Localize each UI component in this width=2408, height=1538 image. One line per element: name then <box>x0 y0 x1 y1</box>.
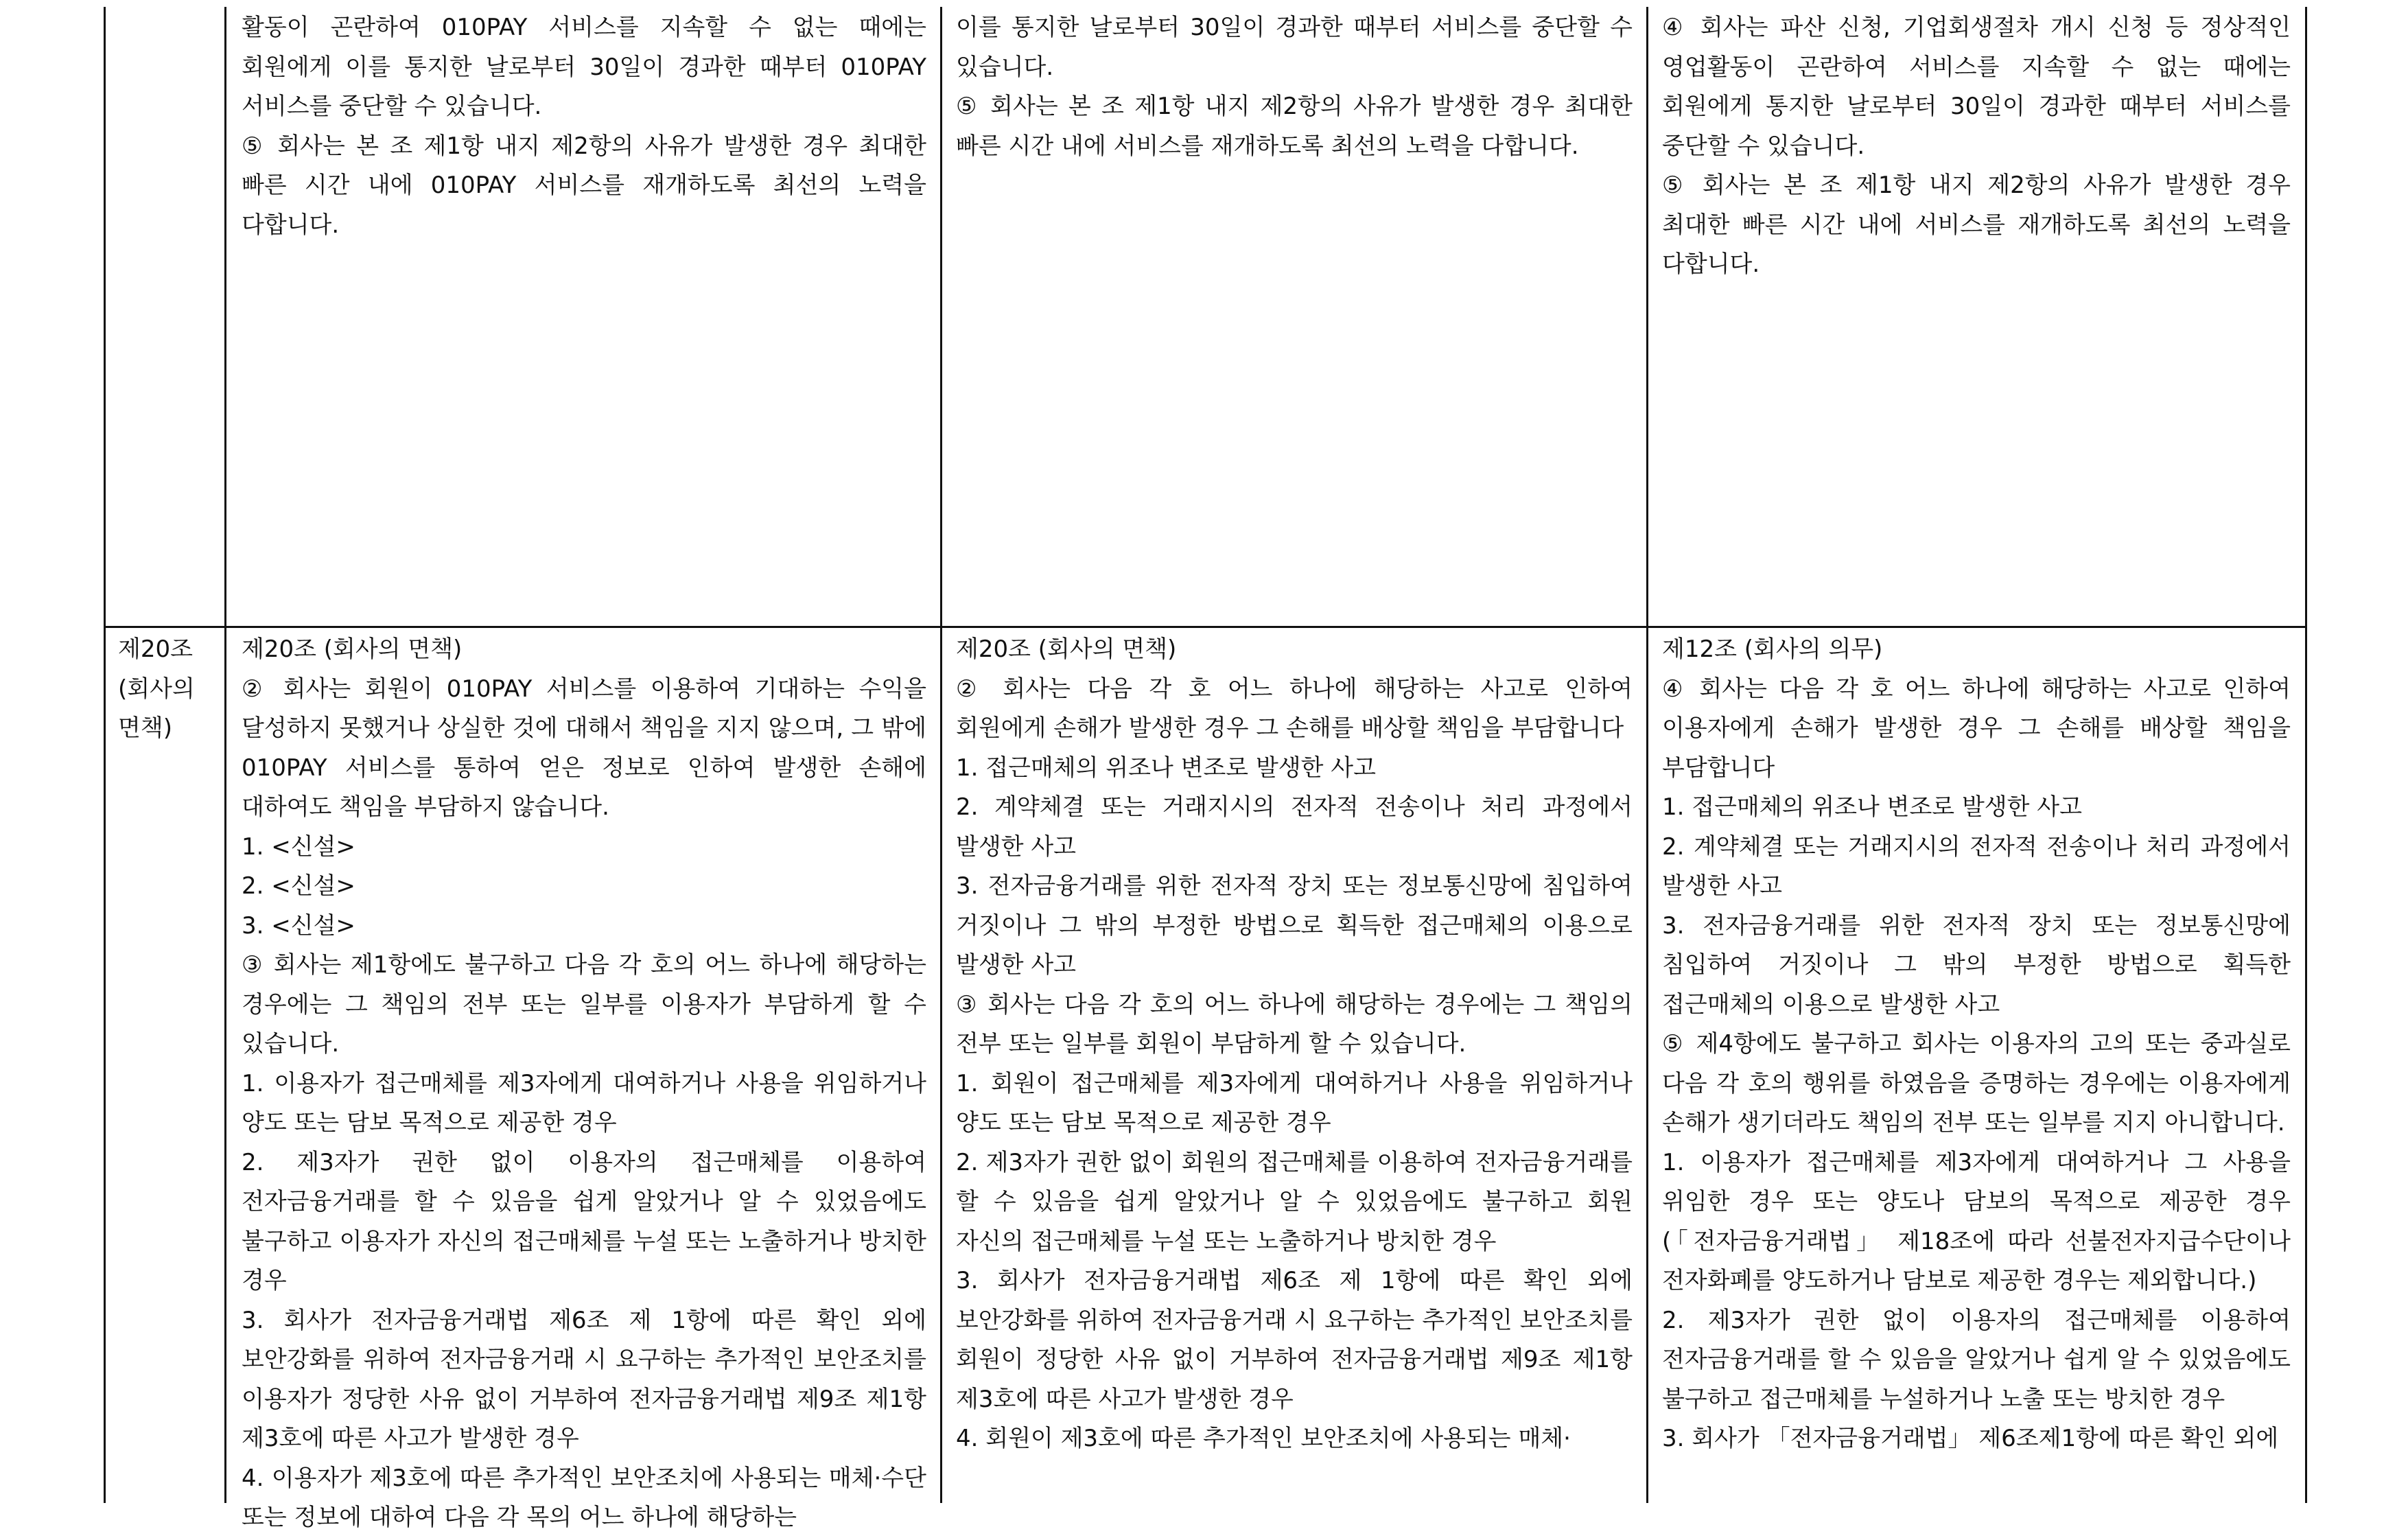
list-item: 4. 이용자가 제3호에 따른 추가적인 보안조치에 사용되는 매체·수단 또는 정보에 대하여 다음 각 목의 어느 하나에 해당하는 <box>242 1464 926 1531</box>
list-item: 1. 접근매체의 위조나 변조로 발생한 사고 <box>1662 793 2082 821</box>
paragraph: 활동이 곤란하여 010PAY 서비스를 지속할 수 없는 때에는 회원에게 이를 통지한 날로부터 30일이 경과한 때부터 010PAY 서비스를 중단할 수 있습니다. <box>242 14 926 120</box>
list-item: 1. 접근매체의 위조나 변조로 발생한 사고 <box>956 754 1376 782</box>
paragraph: ⑤ 회사는 본 조 제1항 내지 제2항의 사유가 발생한 경우 최대한 빠른 시간 내에 서비스를 재개하도록 최선의 노력을 다합니다. <box>1662 172 2291 278</box>
list-item: 1. <신설> <box>242 832 355 861</box>
column-divider-2 <box>940 7 942 1503</box>
row2-reference-terms-cell <box>1662 630 2291 1503</box>
list-item: 4. 회원이 제3호에 따른 추가적인 보안조치에 사용되는 매체· <box>956 1425 1571 1452</box>
row2-revised-terms-cell <box>956 630 1633 1503</box>
article-heading: 제20조 (회사의 면책) <box>242 636 463 663</box>
paragraph: ④ 회사는 다음 각 호 어느 하나에 해당하는 사고로 인하여 이용자에게 손해가 발생한 경우 그 손해를 배상할 책임을 부담합니다 <box>1662 675 2291 782</box>
list-item: 2. 계약체결 또는 거래지시의 전자적 전송이나 처리 과정에서 발생한 사고 <box>1662 832 2291 900</box>
article-heading: 제20조 (회사의 면책) <box>956 636 1177 663</box>
list-item: 3. 회사가 전자금융거래법 제6조 제 1항에 따른 확인 외에 보안강화를 위하여 전자금융거래 시 요구하는 추가적인 보안조치를 이용자가 정당한 사유 없이 거부하여 전자금융거래법 제9조 제1항 제3호에 따른 사고가 발생한 경우 <box>242 1306 926 1452</box>
list-item: 1. 이용자가 접근매체를 제3자에게 대여하거나 사용을 위임하거나 양도 또는 담보 목적으로 제공한 경우 <box>242 1069 926 1137</box>
paragraph: ② 회사는 회원이 010PAY 서비스를 이용하여 기대하는 수익을 달성하지 못했거나 상실한 것에 대해서 책임을 지지 않으며, 그 밖에 010PAY 서비스를 통하여 얻은 정보로 인하여 발생한 손해에 대하여도 책임을 부담하지 않습니다. <box>242 675 926 821</box>
paragraph: ⑤ 제4항에도 불구하고 회사는 이용자의 고의 또는 중과실로 다음 각 호의 행위를 하였음을 증명하는 경우에는 이용자에게 손해가 생기더라도 책임의 전부 또는 일부를 지지 아니합니다. <box>1662 1030 2291 1137</box>
row1-label-cell <box>117 8 216 619</box>
list-item: 2. 계약체결 또는 거래지시의 전자적 전송이나 처리 과정에서 발생한 사고 <box>956 793 1633 861</box>
article-heading: 제12조 (회사의 의무) <box>1662 636 1883 663</box>
row2-current-terms-cell <box>242 630 926 1531</box>
article-label: 면책) <box>118 714 172 742</box>
row-divider <box>104 626 2307 628</box>
article-label: 제20조 <box>118 636 193 663</box>
column-divider-1 <box>224 7 226 1503</box>
list-item: 3. 회사가 「전자금융거래법」 제6조제1항에 따른 확인 외에 <box>1662 1425 2279 1452</box>
paragraph: ⑤ 회사는 본 조 제1항 내지 제2항의 사유가 발생한 경우 최대한 빠른 시간 내에 010PAY 서비스를 재개하도록 최선의 노력을 다합니다. <box>242 132 926 239</box>
paragraph: ③ 회사는 다음 각 호의 어느 하나에 해당하는 경우에는 그 책임의 전부 또는 일부를 회원이 부담하게 할 수 있습니다. <box>956 990 1633 1058</box>
column-divider-3 <box>1646 7 1648 1503</box>
list-item: 2. <신설> <box>242 872 355 900</box>
list-item: 1. 이용자가 접근매체를 제3자에게 대여하거나 그 사용을 위임한 경우 또는 양도나 담보의 목적으로 제공한 경우(「전자금융거래법」 제18조에 따라 선불전자지급수단이나 전자화폐를 양도하거나 담보로 제공한 경우는 제외합니다.) <box>1662 1148 2291 1294</box>
list-item: 1. 회원이 접근매체를 제3자에게 대여하거나 사용을 위임하거나 양도 또는 담보 목적으로 제공한 경우 <box>956 1069 1633 1137</box>
row2-label-cell <box>118 630 221 808</box>
article-label: (회사의 <box>118 675 195 703</box>
list-item: 3. <신설> <box>242 911 355 940</box>
list-item: 3. 전자금융거래를 위한 전자적 장치 또는 정보통신망에 침입하여 거짓이나 그 밖의 부정한 방법으로 획득한 접근매체의 이용으로 발생한 사고 <box>956 872 1633 979</box>
list-item: 2. 제3자가 권한 없이 이용자의 접근매체를 이용하여 전자금융거래를 할 수 있음을 알았거나 쉽게 알 수 있었음에도 불구하고 접근매체를 누설하거나 노출 또는 방치한 경우 <box>1662 1306 2291 1413</box>
list-item: 3. 전자금융거래를 위한 전자적 장치 또는 정보통신망에 침입하여 거짓이나 그 밖의 부정한 방법으로 획득한 접근매체의 이용으로 발생한 사고 <box>1662 911 2291 1018</box>
table-border-right <box>2305 7 2307 1503</box>
list-item: 3. 회사가 전자금융거래법 제6조 제 1항에 따른 확인 외에 보안강화를 위하여 전자금융거래 시 요구하는 추가적인 보안조치를 회원이 정당한 사유 없이 거부하여 전자금융거래법 제9조 제1항 제3호에 따른 사고가 발생한 경우 <box>956 1267 1633 1413</box>
list-item: 2. 제3자가 권한 없이 회원의 접근매체를 이용하여 전자금융거래를 할 수 있음을 쉽게 알았거나 알 수 있었음에도 불구하고 회원 자신의 접근매체를 누설 또는 노출하거나 방치한 경우 <box>956 1148 1633 1255</box>
row1-revised-terms-cell <box>956 8 1633 619</box>
paragraph: ② 회사는 다음 각 호 어느 하나에 해당하는 사고로 인하여 회원에게 손해가 발생한 경우 그 손해를 배상할 책임을 부담합니다 <box>956 675 1633 742</box>
row1-reference-terms-cell <box>1662 8 2291 619</box>
table-border-left <box>104 7 106 1503</box>
paragraph: ④ 회사는 파산 신청, 기업회생절차 개시 신청 등 정상적인 영업활동이 곤란하여 서비스를 지속할 수 없는 때에는 회원에게 통지한 날로부터 30일이 경과한 때부터 서비스를 중단할 수 있습니다. <box>1662 14 2291 160</box>
row1-current-terms-cell <box>242 8 926 619</box>
paragraph: ⑤ 회사는 본 조 제1항 내지 제2항의 사유가 발생한 경우 최대한 빠른 시간 내에 서비스를 재개하도록 최선의 노력을 다합니다. <box>956 93 1633 160</box>
paragraph: ③ 회사는 제1항에도 불구하고 다음 각 호의 어느 하나에 해당하는 경우에는 그 책임의 전부 또는 일부를 이용자가 부담하게 할 수 있습니다. <box>242 951 926 1058</box>
paragraph: 이를 통지한 날로부터 30일이 경과한 때부터 서비스를 중단할 수 있습니다. <box>956 14 1633 81</box>
list-item: 2. 제3자가 권한 없이 이용자의 접근매체를 이용하여 전자금융거래를 할 수 있음을 쉽게 알았거나 알 수 있었음에도 불구하고 이용자가 자신의 접근매체를 누설 또는 노출하거나 방치한 경우 <box>242 1148 926 1294</box>
